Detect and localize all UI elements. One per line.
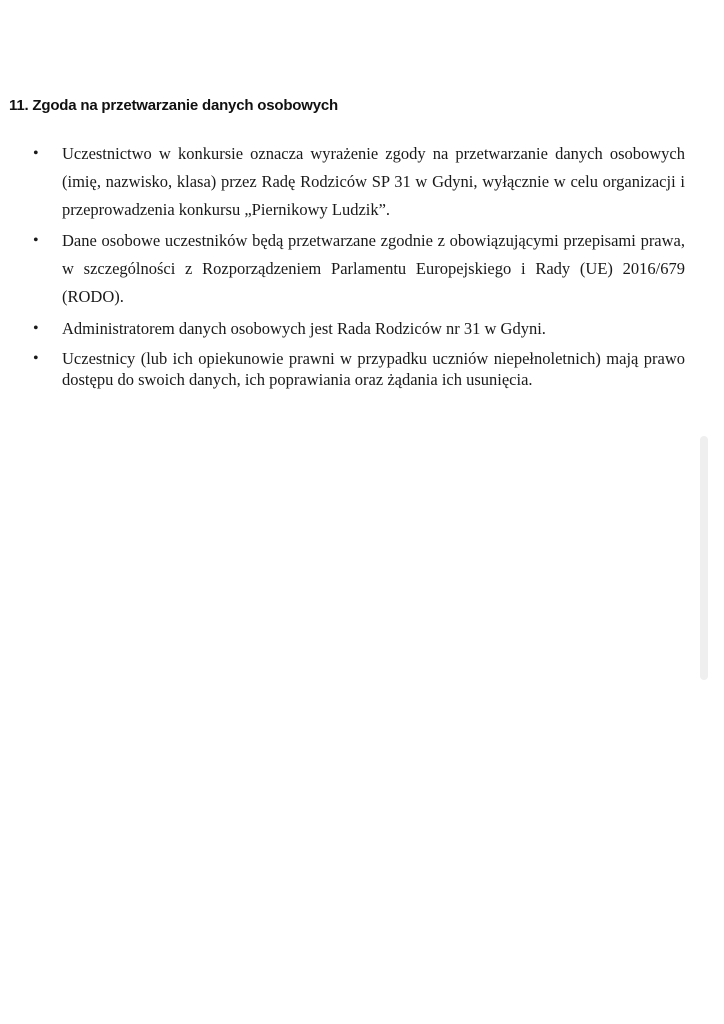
bullet-icon: • xyxy=(33,320,39,337)
list-item-text: Administratorem danych osobowych jest Rada Rodziców nr 31 w Gdyni. xyxy=(62,319,546,338)
bullet-icon: • xyxy=(33,232,39,249)
list-item xyxy=(0,140,685,224)
bullet-icon: • xyxy=(33,350,39,367)
bullet-icon: • xyxy=(33,145,39,162)
list-item xyxy=(0,315,685,343)
list-item xyxy=(0,227,685,311)
consent-bullet-list xyxy=(0,140,724,390)
scrollbar[interactable] xyxy=(700,436,708,680)
list-item-text: Uczestnicy (lub ich opiekunowie prawni w przypadku uczniów niepełnoletnich) mają prawo dostępu do swoich danych, ich poprawiania oraz żądania ich usunięcia. xyxy=(62,349,685,389)
section-heading: 11. Zgoda na przetwarzanie danych osobowych xyxy=(9,97,338,114)
list-item-text: Uczestnictwo w konkursie oznacza wyrażenie zgody na przetwarzanie danych osobowych (imię, nazwisko, klasa) przez Radę Rodziców SP 31 w Gdyni, wyłącznie w celu organizacji i przeprowadzenia konkursu „Piernikowy Ludzik”. xyxy=(62,144,685,219)
list-item xyxy=(0,348,685,390)
list-item-text: Dane osobowe uczestników będą przetwarzane zgodnie z obowiązującymi przepisami prawa, w szczególności z Rozporządzeniem Parlamentu Europejskiego i Rady (UE) 2016/679 (RODO). xyxy=(62,231,685,306)
